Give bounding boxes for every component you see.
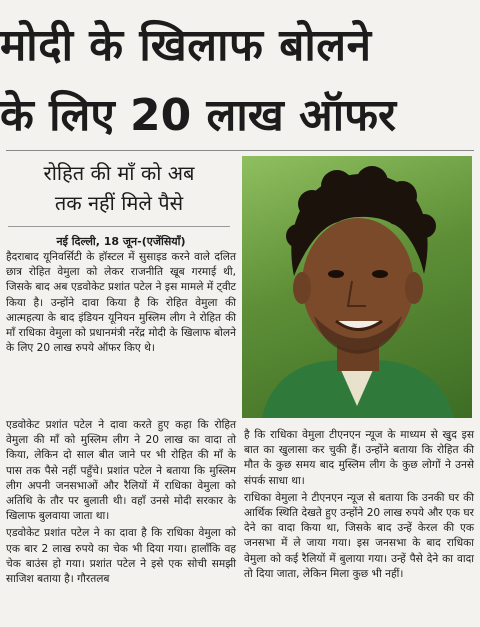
subheadline-line-2: तक नहीं मिले पैसे (54, 191, 184, 215)
article-paragraph: है कि राधिका वेमुला टीएनएन न्यूज के माध्यम से खुद इस बात का खुलासा कर चुकी हैं। उन्होंने बताया कि रोहित की मौत के कुछ समय बाद मुस्लिम लीग के कुछ लोगों ने उनसे संपर्क साधा था। (244, 429, 474, 487)
article-paragraph: एडवोकेट प्रशांत पटेल ने का दावा है कि राधिका वेमुला को एक बार 2 लाख रुपये का चेक भी दिया गया। हालाँकि वह चेक बाउंस हो गया। प्रशांत पटेल ने इसे एक सोची समझी साजिश बताया है। गौरतलब (6, 527, 236, 586)
article-paragraph: राधिका वेमुला ने टीएनएन न्यूज से बताया कि उनकी घर की आर्थिक स्थिति देखते हुए उन्होंने 20 लाख रुपये और एक घर देने का वादा किया था, जिसके बाद उन्हें केरल की एक जनसभा में ले जाया गया। इस जनसभा के बाद राधिका वेमुला को कई रैलियों में बुलाया गया। उन्हें पैसे देने का वादा तो दिया जाता, लेकिन मिला कुछ भी नहीं। (244, 491, 474, 580)
article-paragraph: हैदराबाद यूनिवर्सिटी के हॉस्टल में सुसाइड करने वाले दलित छात्र रोहित वेमुला को लेकर राजनीति खूब गरमाई थी, जिसके बाद अब एडवोकेट प्रशांत पटेल ने इस मामले में ट्वीट किया है। उन्होंने दावा किया है कि रोहित वेमुला की आत्महत्या के बाद इंडियन यूनियन मुस्लिम लीग ने रोहित की माँ राधिका वेमुला को प्रधानमंत्री नरेंद्र मोदी के खिलाफ बोलने के लिए 20 लाख रुपये ऑफर किए थे। (6, 251, 236, 355)
headline-line-1: मोदी के खिलाफ बोलने (0, 20, 372, 71)
article-column-left-top (6, 250, 236, 358)
headline-line-2: के लिए 20 लाख ऑफर (0, 90, 397, 141)
portrait-photo (242, 156, 472, 418)
dateline: नई दिल्ली, 18 जून-(एजेंसियाँ) (56, 235, 186, 248)
subheadline-line-1: रोहित की माँ को अब (43, 161, 195, 185)
article-column-right (244, 428, 474, 584)
subheadline (8, 158, 230, 218)
subheadline-divider (8, 226, 230, 227)
divider (6, 150, 474, 151)
portrait-illustration (242, 156, 472, 418)
article-column-left-bottom (6, 418, 236, 589)
article-paragraph: एडवोकेट प्रशांत पटेल ने दावा करते हुए कहा कि रोहित वेमुला की माँ को मुस्लिम लीग ने 20 लाख का वादा तो किया, लेकिन दो साल बीत जाने पर भी रोहित की माँ के पास तक पैसे नहीं पहुँचे। प्रशांत पटेल ने बताया कि मुस्लिम लीग अपनी जनसभाओं और रैलियों में राधिका वेमुला को अतिथि के तौर पर बुलाती थी। वहाँ उनसे मोदी सरकार के खिलाफ बुलवाया जाता था। (6, 419, 236, 523)
